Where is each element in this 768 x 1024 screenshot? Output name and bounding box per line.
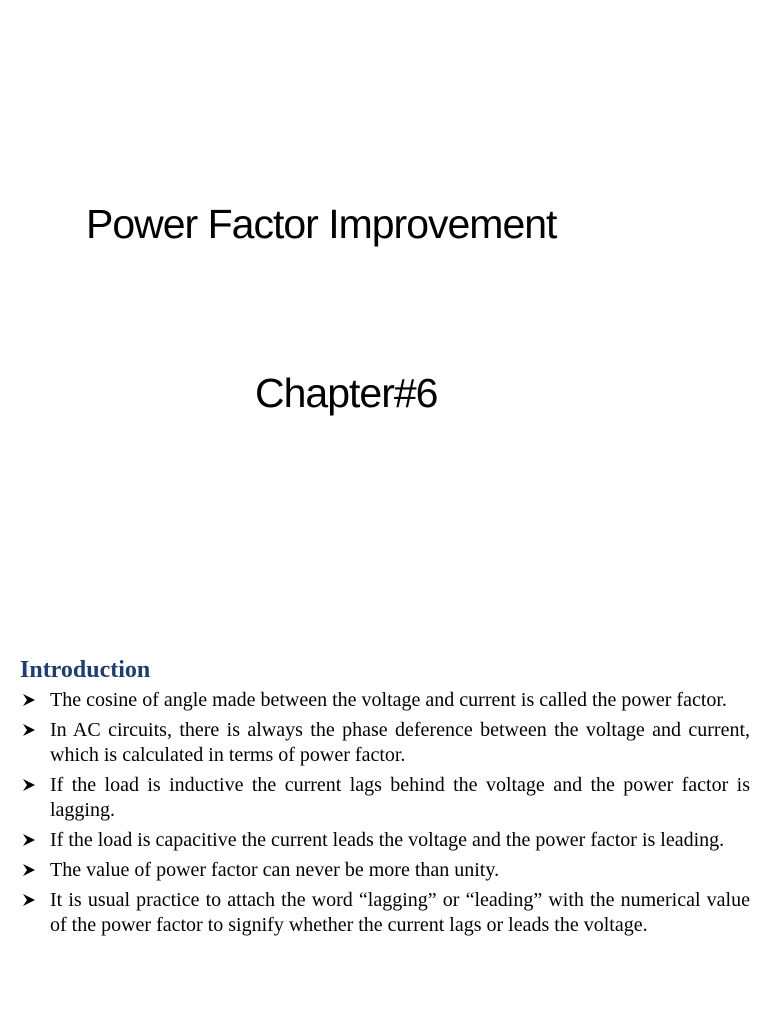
bullet-item: [20, 718, 750, 768]
arrowhead-bullet-icon: [22, 893, 36, 907]
bullet-item: [20, 858, 750, 883]
bullet-list: [20, 688, 750, 938]
bullet-text: It is usual practice to attach the word “lagging” or “leading” with the numerical value of the power factor to signify whether the current lags or leads the voltage.: [50, 889, 750, 936]
bullet-item: [20, 773, 750, 823]
bullet-item: [20, 888, 750, 938]
section-heading: Introduction: [20, 657, 151, 683]
bullet-text: If the load is capacitive the current leads the voltage and the power factor is leading.: [50, 829, 725, 851]
arrowhead-bullet-icon: [22, 723, 36, 737]
chapter-label: Chapter#6: [255, 370, 438, 416]
document-title: Power Factor Improvement: [86, 201, 557, 247]
arrowhead-bullet-icon: [22, 778, 36, 792]
bullet-text: In AC circuits, there is always the phase deference between the voltage and current, which is calculated in terms of power factor.: [50, 719, 750, 766]
bullet-item: [20, 688, 750, 713]
bullet-text: If the load is inductive the current lags behind the voltage and the power factor is lagging.: [50, 774, 750, 821]
bullet-text: The value of power factor can never be more than unity.: [50, 859, 500, 881]
bullet-item: [20, 828, 750, 853]
arrowhead-bullet-icon: [22, 693, 36, 707]
introduction-section: [20, 654, 750, 943]
arrowhead-bullet-icon: [22, 863, 36, 877]
arrowhead-bullet-icon: [22, 833, 36, 847]
bullet-text: The cosine of angle made between the voltage and current is called the power factor.: [50, 689, 727, 711]
